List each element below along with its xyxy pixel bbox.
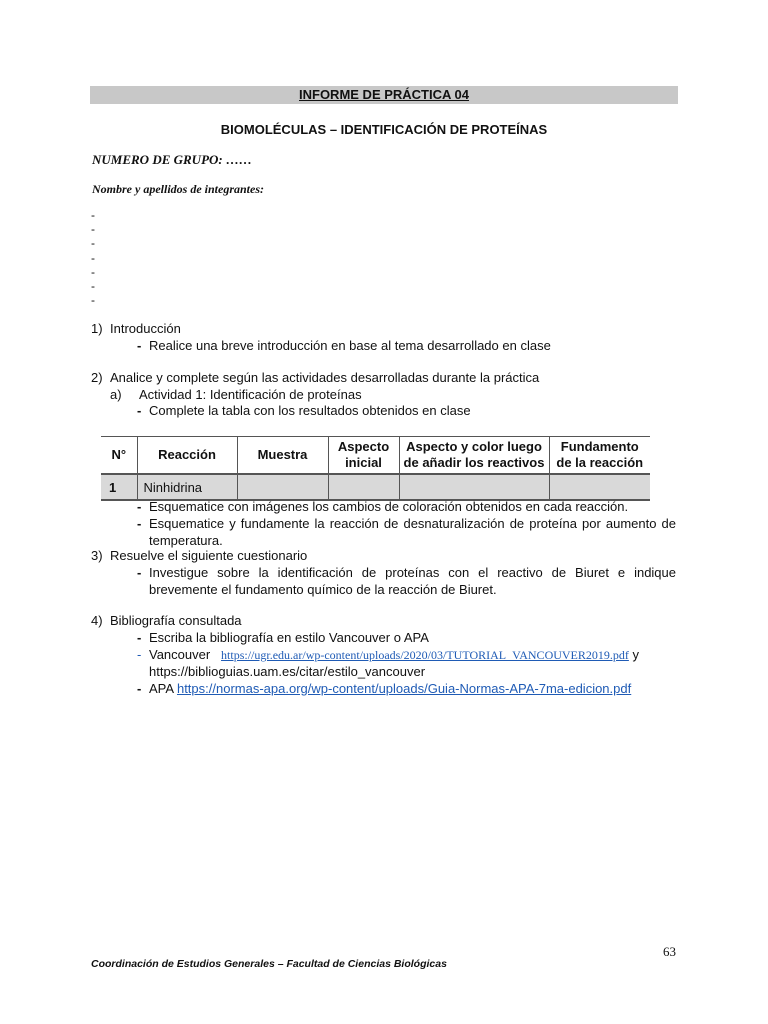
section-1-title: Introducción xyxy=(110,321,181,336)
section-2-sub-marker: a) xyxy=(110,387,122,402)
page-number: 63 xyxy=(663,944,676,959)
vancouver-and: y xyxy=(632,647,640,662)
results-table xyxy=(101,436,650,501)
table-cell[interactable] xyxy=(399,474,549,500)
member-line: - xyxy=(91,264,95,279)
bibliography-instruction: Escriba la bibliografía en estilo Vancouver o APA xyxy=(149,630,429,645)
table-cell[interactable] xyxy=(549,474,650,500)
section-2-number: 2) xyxy=(91,370,103,385)
member-lines xyxy=(91,208,95,307)
member-line: - xyxy=(91,293,95,308)
table-header-row xyxy=(101,437,650,475)
table-header: Aspecto y color luego de añadir los reactivos xyxy=(399,437,549,475)
vancouver-line xyxy=(149,647,679,664)
bullet-dash: - xyxy=(137,630,142,645)
section-2-title: Analice y complete según las actividades desarrolladas durante la práctica xyxy=(110,370,540,385)
activity-1-bullet: Complete la tabla con los resultados obtenidos en clase xyxy=(149,403,471,418)
bullet-dash: - xyxy=(137,338,142,353)
vancouver-second-link[interactable]: https://biblioguias.uam.es/citar/estilo_vancouver xyxy=(149,664,426,679)
member-line: - xyxy=(91,236,95,251)
section-3-number: 3) xyxy=(91,548,103,563)
table-row xyxy=(101,474,650,500)
report-title: INFORME DE PRÁCTICA 04 xyxy=(90,86,678,104)
section-4-number: 4) xyxy=(91,613,103,628)
apa-link[interactable]: https://normas-apa.org/wp-content/uploads/Guia-Normas-APA-7ma-edicion.pdf xyxy=(176,681,632,696)
group-number-label: NUMERO DE GRUPO: …… xyxy=(92,152,252,167)
activity-1-title: Actividad 1: Identificación de proteínas xyxy=(139,387,362,402)
vancouver-link[interactable]: https://ugr.edu.ar/wp-content/uploads/2020/03/TUTORIAL_VANCOUVER2019.pdf xyxy=(221,648,629,662)
bullet-dash: - xyxy=(137,647,142,662)
table-header: Fundamento de la reacción xyxy=(549,437,650,475)
table-header: Aspecto inicial xyxy=(328,437,399,475)
table-header: N° xyxy=(101,437,137,475)
activity-bullet-schematize: Esquematice con imágenes los cambios de coloración obtenidos en cada reacción. xyxy=(149,499,629,514)
member-line: - xyxy=(91,250,95,265)
table-cell[interactable]: 1 xyxy=(101,474,137,500)
table-cell[interactable] xyxy=(328,474,399,500)
bullet-dash: - xyxy=(137,403,142,418)
section-1-number: 1) xyxy=(91,321,103,336)
section-1-bullet: Realice una breve introducción en base al tema desarrollado en clase xyxy=(149,338,551,353)
member-line: - xyxy=(91,222,95,237)
bullet-dash: - xyxy=(137,516,142,531)
apa-label: APA xyxy=(149,681,174,696)
page-footer: Coordinación de Estudios Generales – Facultad de Ciencias Biológicas xyxy=(91,958,447,970)
vancouver-label: Vancouver xyxy=(149,647,211,662)
member-line: - xyxy=(91,279,95,294)
table-cell[interactable] xyxy=(237,474,328,500)
activity-bullet-denaturation: Esquematice y fundamente la reacción de desnaturalización de proteína por aumento de temperatura. xyxy=(149,516,676,548)
section-3-title: Resuelve el siguiente cuestionario xyxy=(110,548,308,563)
report-subtitle: BIOMOLÉCULAS – IDENTIFICACIÓN DE PROTEÍNAS xyxy=(220,122,548,137)
section-4-title: Bibliografía consultada xyxy=(110,613,242,628)
member-line: - xyxy=(91,208,95,222)
section-3-bullet: Investigue sobre la identificación de proteínas con el reactivo de Biuret e indique brevemente el fundamento químico de la reacción de Biuret. xyxy=(149,565,676,597)
bullet-dash: - xyxy=(137,565,142,580)
apa-line xyxy=(149,681,631,698)
table-header: Muestra xyxy=(237,437,328,475)
bullet-dash: - xyxy=(137,681,142,696)
members-label: Nombre y apellidos de integrantes: xyxy=(92,182,264,196)
table-header: Reacción xyxy=(137,437,237,475)
bullet-dash: - xyxy=(137,499,142,514)
table-cell[interactable]: Ninhidrina xyxy=(137,474,237,500)
